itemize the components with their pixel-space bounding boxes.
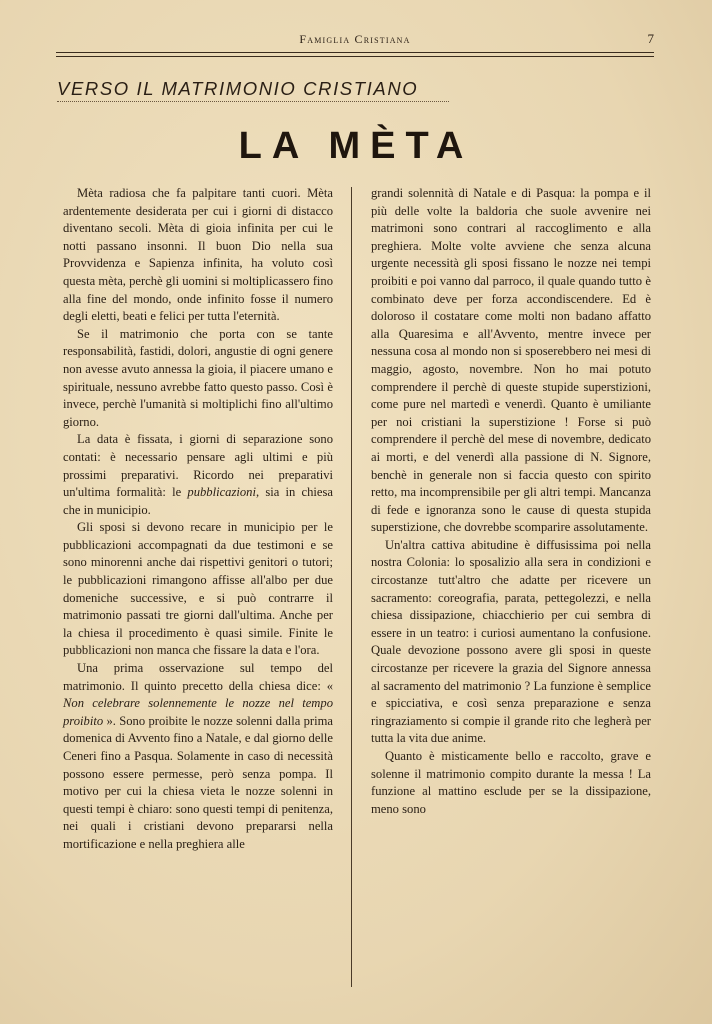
page-number: 7 bbox=[647, 31, 654, 46]
magazine-title: Famiglia Cristiana bbox=[299, 32, 411, 46]
paragraph: grandi solennità di Natale e di Pasqua: la pompa e il più delle volte la baldoria che suole avvenire nei matrimoni sono contrari al raccoglimento e alla preghiera. Molte volte avviene che senza alcuna urgente necessità gli sposi fissano le nozze nei tempi proibiti e poi vanno dal parroco, il quale quando tutto è combinato deve per forza accondiscendere. Ed è doloroso il costatare come molti non badano affatto alla Quaresima e all'Avvento, mentre invece per nessuna cosa al mondo non si sposerebbero nei mesi di maggio, agosto, novembre. Non ho mai potuto comprendere il perchè di queste stupide superstizioni, come pure nel martedì e venerdì. Quanto è umiliante per noi cristiani la superstizione ! Forse si può comprendere il perchè del mese di novembre, dedicato ai morti, e del venerdì alla passione di N. Signore, benchè in generale non si faccia questo con spirito retto, ma incomprensibile per gli altri tempi. Mancanza di fede e ignoranza sono le cause di questa stupida superstizione, che dovrebbe scomparire assolutamente. bbox=[371, 186, 651, 535]
paragraph: Quanto è misticamente bello e raccolto, grave e solenne il matrimonio compito durante la messa ! La funzione al mattino esclude per se la dissipazione, meno sono bbox=[371, 749, 651, 816]
paragraph-text: , sia in chiesa che in municipio. bbox=[63, 485, 333, 517]
article-headline: LA MÈTA bbox=[238, 125, 474, 167]
paragraph: Un'altra cattiva abitudine è diffusissima poi nella nostra Colonia: lo sposalizio alla sera in condizioni e circostanze tutt'altro che adatte per ricevere un sacramento: coreografia, parata, pettegolezzi, e nella chiesa dissipazione, chiacchierio per cui sembra di essere in un teatro: i curiosi aumentano la confusione. Quale devozione possono avere gli sposi in queste circostanze per ricevere la grazia del Signore annessa al sacramento del matrimonio ? La funzione è semplice e spicciativa, e così senza preparazione e senza ringraziamento si compie il grande rito che legherà per tutta la vita due anime. bbox=[371, 537, 651, 746]
section-title: VERSO IL MATRIMONIO CRISTIANO bbox=[57, 78, 419, 99]
paragraph-text: Se il matrimonio che porta con se tante responsabilità, fastidi, dolori, angustie di ogni genere non avesse avuto annessa la gioia, il piacere umano e spirituale, nessuno avrebbe fatto questo passo. Così è invece, perchè l'umanità si moltiplichi fino all'ultimo giorno. bbox=[63, 326, 333, 429]
right-column bbox=[371, 185, 651, 818]
paragraph: Gli sposi si devono recare in municipio per le pubblicazioni accompagnati da due testimoni e se sono minorenni anche dai rispettivi genitori o tutori; le pubblicazioni rimangono affisse all'albo per due domeniche successive, e si può contrarre il matrimonio passati tre giorni dall'ultima. Anche per la chiesa il procedimento è quasi simile. Finite le pubblicazioni non manca che fissare la data e l'ora. bbox=[63, 520, 333, 658]
paragraph bbox=[63, 326, 333, 432]
paragraph-text: ». Sono proibite le nozze solenni dalla prima domenica di Avvento fino a Natale, e dal giorno delle Ceneri fino a Pasqua. Solamente in caso di necessità possono essere permesse, però senza pompa. Il motivo per cui la chiesa vieta le nozze solenni in questi tempi è chiaro: sono questi tempi di penitenza, nei quali i cristiani devono prepararsi nella mortificazione e nella preghiera alle bbox=[63, 713, 333, 851]
header-rule bbox=[56, 52, 654, 53]
paragraph bbox=[63, 660, 333, 854]
header-rule-secondary bbox=[56, 56, 654, 57]
italic-quote: Non celebrare solennemente le nozze nel tempo proibito bbox=[63, 696, 333, 728]
section-rule bbox=[57, 101, 449, 102]
paragraph bbox=[63, 431, 333, 519]
paragraph-text: La data è fissata, i giorni di separazione sono contati: è necessario pensare agli ultimi e più prossimi preparativi. Ricordo nei preparativi un'ultima formalità: le bbox=[63, 432, 333, 500]
paragraph-text: Una prima osservazione sul tempo del matrimonio. Il quinto precetto della chiesa dice: « bbox=[63, 661, 333, 693]
italic-term: pubblicazioni bbox=[187, 485, 256, 500]
paragraph: Mèta radiosa che fa palpitare tanti cuori. Mèta ardentemente desiderata per cui i giorni di distacco diventano secoli. Mèta di gioia infinita per cui le notti passano insonni. Il buon Dio nella sua Provvidenza e Sapienza infinita, ha voluto così questa mèta, perchè gli uomini si moltiplicassero fino alla fine del mondo, onde infinito fosse il numero degli eletti, beati e felici per tutta l'eternità. bbox=[63, 186, 334, 324]
column-divider bbox=[351, 187, 352, 987]
running-header bbox=[56, 30, 654, 54]
left-column bbox=[63, 185, 333, 854]
